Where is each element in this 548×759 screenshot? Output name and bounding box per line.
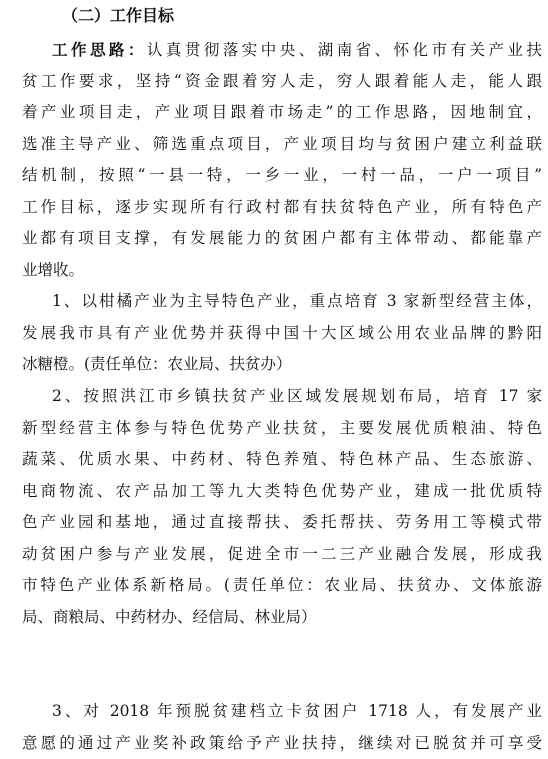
- text-line: 2、按照洪江市乡镇扶贫产业区域发展规划布局，培育 17 家: [52, 387, 542, 405]
- text-line: 1、以柑橘产业为主导特色产业，重点培育 3 家新型经营主体，: [52, 292, 542, 310]
- text-line-content: 认真贯彻落实中央、湖南省、怀化市有关产业扶: [146, 41, 542, 59]
- text-line: 业增收。: [22, 260, 85, 279]
- text-line: 结机制，按照“一县一特，一乡一业，一村一品，一户一项目”: [22, 166, 542, 184]
- text-line: [22, 34, 542, 66]
- paragraph-item-1: [22, 286, 542, 381]
- paragraph-work-approach: [22, 34, 542, 286]
- text-line: 蔬菜、优质水果、中药材、特色养殖、特色林产品、生态旅游、: [22, 450, 542, 468]
- text-line: 发展我市具有产业优势并获得中国十大区域公用农业品牌的黔阳: [22, 323, 542, 342]
- text-line: 着产业项目走，产业项目跟着市场走”的工作思路，因地制宜，: [22, 103, 542, 121]
- text-line: 动贫困户参与产业发展，促进全市一二三产业融合发展，形成我: [22, 544, 542, 563]
- text-line: 3、对 2018 年预脱贫建档立卡贫困户 1718 人，有发展产业: [52, 702, 542, 720]
- paragraph-lead: 工作思路：: [52, 40, 147, 59]
- text-line: 冰糖橙。(责任单位：农业局、扶贫办）: [22, 355, 292, 373]
- section-heading: （二）工作目标: [62, 6, 175, 25]
- text-line: 业都有项目支撑，有发展能力的贫困户都有主体带动、都能靠产: [22, 229, 542, 247]
- paragraph-item-3: [22, 696, 542, 759]
- text-line: 选准主导产业、筛选重点项目，产业项目均与贫困户建立利益联: [22, 134, 542, 153]
- paragraph-item-2: [22, 381, 542, 633]
- text-line: 市特色产业体系新格局。(责任单位：农业局、扶贫办、文体旅游: [22, 576, 542, 594]
- text-line: 贫工作要求，坚持“资金跟着穷人走，穷人跟着能人走，能人跟: [22, 71, 542, 90]
- text-line: 电商物流、农产品加工等九大类特色优势产业，建成一批优质特: [22, 481, 542, 500]
- text-line: 工作目标，逐步实现所有行政村都有扶贫特色产业，所有特色产: [22, 197, 542, 216]
- text-line: 局、商粮局、中药材办、经信局、林业局）: [22, 607, 317, 626]
- text-line: 意愿的通过产业奖补政策给予产业扶持，继续对已脱贫并可享受: [22, 733, 542, 752]
- text-line: 新型经营主体参与特色优势产业扶贫，主要发展优质粮油、特色: [22, 418, 542, 437]
- text-line: 色产业园和基地，通过直接帮扶、委托帮扶、劳务用工等模式带: [22, 513, 542, 531]
